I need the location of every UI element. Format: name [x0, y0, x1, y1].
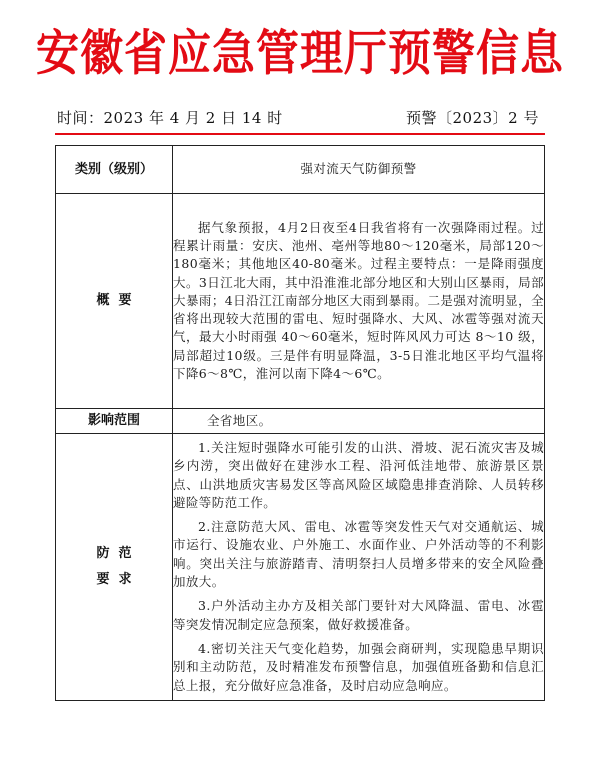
category-label: 类别（级别）: [56, 146, 173, 194]
warning-table: [55, 145, 545, 701]
table-row-scope: [56, 409, 545, 434]
scope-label: 影响范围: [56, 409, 173, 434]
requirement-item: 2.注意防范大风、雷电、冰雹等突发性天气对交通航运、城市运行、设施农业、户外施工、水面作业、户外活动等的不利影响。突出关注与旅游踏青、清明祭扫人员增多带来的安全风险叠加放大。: [173, 519, 544, 590]
summary-text: 据气象预报，4月2日夜至4日我省将有一次强降雨过程。过程累计雨量：安庆、池州、亳州等地80～120毫米，局部120～180毫米；其他地区40-80毫米。过程主要特点：一是降雨强度大。3日江北大雨，其中沿淮淮北部分地区和大别山区暴雨，局部大暴雨；4日沿江江南部分地区大雨到暴雨。二是强对流明显，全省将出现较大范围的雷电、短时强降水、大风、冰雹等强对流天气，最大小时雨强 40～60毫米，短时阵风风力可达 8～10 级，局部超过10级。三是伴有明显降温，3-5日淮北地区平均气温将下降6～8℃，淮河以南下降4～6℃。: [173, 219, 544, 382]
requirement-item: 1.关注短时强降水可能引发的山洪、滑坡、泥石流灾害及城乡内涝，突出做好在建涉水工程、沿河低洼地带、旅游景区景点、山洪地质灾害易发区等高风险区域隐患排查消除、人员转移避险等防范工作。: [173, 440, 544, 510]
scope-value: 全省地区。: [173, 409, 545, 434]
requirements-label: 防 范 要 求: [56, 434, 173, 701]
requirement-item: 3.户外活动主办方及相关部门要针对大风降温、雷电、冰雹等突发情况制定应急预案，做好救援准备。: [173, 598, 544, 632]
document-title: 安徽省应急管理厅预警信息: [36, 26, 564, 82]
table-row-category: [56, 146, 545, 194]
category-value: 强对流天气防御预警: [173, 146, 545, 194]
requirement-item: 4.密切关注天气变化趋势，加强会商研判，实现隐患早期识别和主动防范，及时精准发布预警信息，加强值班备勤和信息汇总上报，充分做好应急准备，及时启动应急响应。: [173, 640, 544, 693]
table-row-requirements: [56, 434, 545, 701]
summary-text-cell: [173, 194, 545, 409]
warning-number: 预警〔2023〕2 号: [406, 109, 539, 127]
summary-label: 概 要: [56, 194, 173, 409]
table-row-summary: [56, 194, 545, 409]
issue-time: 时间：2023 年 4 月 2 日 14 时: [57, 109, 283, 127]
red-divider-line: [55, 133, 545, 135]
requirements-cell: [173, 434, 545, 701]
